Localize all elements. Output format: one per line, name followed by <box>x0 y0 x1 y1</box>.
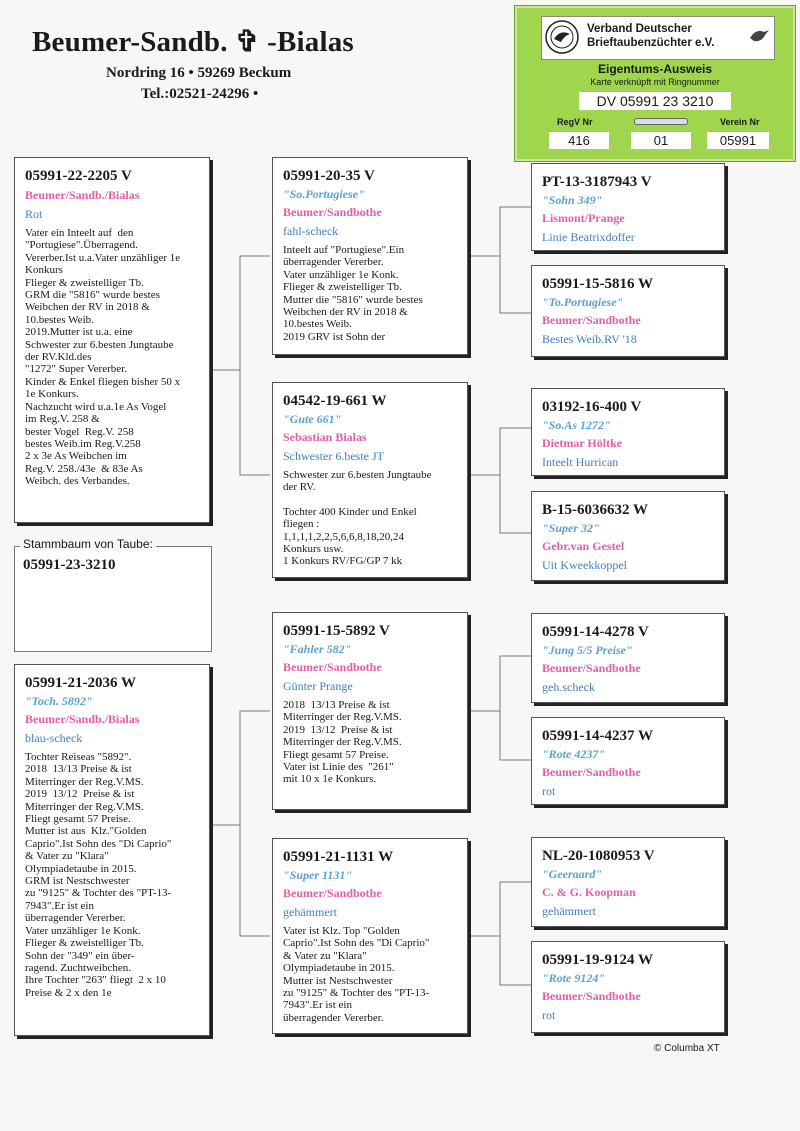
vdb-logo-icon <box>545 20 579 54</box>
gg-nickname: "So.As 1272" <box>542 418 611 432</box>
father-desc-line: Weibchen der RV in 2018 & <box>25 301 150 314</box>
ff-description <box>283 244 459 343</box>
father-desc-line: der RV.Kld.des <box>25 351 92 364</box>
mf-desc-line: mit 10 x 1e Konkurs. <box>283 773 377 786</box>
ff-ring: 05991-20-35 V <box>283 168 375 184</box>
mm-desc-line: Vater ist Klz. Top "Golden <box>283 925 400 937</box>
father-ring: 05991-22-2205 V <box>25 168 132 184</box>
mm-desc-line: Olympiadetaube in 2015. <box>283 962 395 975</box>
father-desc-line: "1272" Super Vererber. <box>25 363 127 376</box>
father-desc-line: 10.bestes Weib. <box>25 313 94 326</box>
subject-ring: 05991-23-3210 <box>23 557 116 573</box>
gg-ring: 05991-19-9124 W <box>542 952 653 968</box>
father-desc-line: im Reg.V. 258 & <box>25 413 100 426</box>
mother-desc-line: & Vater zu "Klara" <box>25 850 109 863</box>
gg-nickname: "Rote 9124" <box>542 971 605 985</box>
ownership-card <box>514 5 796 162</box>
mother-father-card <box>272 612 468 810</box>
regv-value: 416 <box>549 132 609 149</box>
fm-ring: 04542-19-661 W <box>283 393 387 409</box>
mm-description <box>283 925 459 1024</box>
gg-ring: PT-13-3187943 V <box>542 174 652 190</box>
mother-description <box>25 751 201 999</box>
org-name-line1: Verband Deutscher <box>587 23 692 35</box>
mother-desc-line: Miterringer der Reg.V.MS. <box>25 775 144 788</box>
mother-desc-line: Fliegt gesamt 57 Preise. <box>25 813 131 826</box>
great-grandparent-card <box>531 388 725 476</box>
mother-desc-line: Miterringer der Reg.V.MS. <box>25 800 144 813</box>
breeder-title: Beumer-Sandb. ✞ -Bialas <box>32 26 354 58</box>
father-father-card <box>272 157 468 355</box>
card-clip <box>634 118 688 125</box>
ff-desc-line: Weibchen der RV in 2018 & <box>283 306 408 319</box>
fm-nickname: "Gute 661" <box>283 412 342 426</box>
ownership-title: Eigentums-Ausweis <box>597 62 713 76</box>
father-desc-line: 2 x 3e As Weibchen im <box>25 450 127 463</box>
mother-desc-line: GRM ist Nestschwester <box>25 875 130 888</box>
mother-desc-line: Vater unzähliger 1e Konk. <box>25 924 141 937</box>
mf-breeder: Beumer/Sandbothe <box>283 660 382 674</box>
gg-color: Inteelt Hurrican <box>542 455 619 469</box>
father-desc-line: Vater ein Inteelt auf den <box>25 227 134 239</box>
father-desc-line: 2019.Mutter ist u.a. eine <box>25 326 133 339</box>
mf-ring: 05991-15-5892 V <box>283 623 390 639</box>
gg-breeder: Beumer/Sandbothe <box>542 661 641 675</box>
mother-ring: 05991-21-2036 W <box>25 675 136 691</box>
gg-color: rot <box>542 1008 556 1022</box>
gg-color: Uit Kweekkoppel <box>542 558 627 572</box>
ownership-ring-number: DV 05991 23 3210 <box>579 92 731 110</box>
mm-desc-line: Mutter ist Nestschwester <box>283 974 393 987</box>
father-desc-line: Konkurs <box>25 264 63 277</box>
mm-desc-line: 7943".Er ist ein <box>283 999 352 1012</box>
breeder-address: Nordring 16 • 59269 Beckum <box>106 65 292 81</box>
mother-desc-line: 2019 13/12 Preise & ist <box>25 788 135 801</box>
father-desc-line: 1e Konkurs. <box>25 388 79 401</box>
verein-label: Verein Nr <box>720 117 760 127</box>
mother-desc-line: Olympiadetaube in 2015. <box>25 862 137 875</box>
father-desc-line: "Portugiese".Überragend. <box>25 239 138 252</box>
mother-desc-line: Tochter Reiseas "5892". <box>25 751 132 763</box>
mother-desc-line: Preise & 2 x den 1e <box>25 986 112 999</box>
fm-color: Schwester 6.beste JT <box>283 449 384 463</box>
gg-ring: 05991-14-4237 W <box>542 728 653 744</box>
mf-desc-line: 2019 13/12 Preise & ist <box>283 723 393 736</box>
father-desc-line: Vererber.Ist u.a.Vater unzähliger 1e <box>25 251 181 264</box>
fm-desc-line: Tochter 400 Kinder und Enkel <box>283 505 417 518</box>
gg-color: geh.scheck <box>542 680 595 694</box>
software-credit: © Columba XT <box>654 1043 720 1054</box>
rv-value: 01 <box>631 132 691 149</box>
mm-nickname: "Super 1131" <box>283 868 353 882</box>
mother-desc-line: überragender Vererber. <box>25 912 126 925</box>
gg-breeder: C. & G. Koopman <box>542 885 636 899</box>
gg-nickname: "Rote 4237" <box>542 747 605 761</box>
gg-breeder: Lismont/Prange <box>542 211 625 225</box>
mm-color: gehämmert <box>283 905 337 919</box>
mother-nickname: "Toch. 5892" <box>25 694 93 708</box>
gg-nickname: "Super 32" <box>542 521 600 535</box>
father-desc-line: bester Vogel Reg.V. 258 <box>25 425 134 438</box>
ff-desc-line: 2019 GRV ist Sohn der <box>283 330 386 343</box>
mother-desc-line: zu "9125" & Tochter des "PT-13- <box>25 887 172 900</box>
fm-desc-line: Schwester zur 6.besten Jungtaube <box>283 469 432 481</box>
gg-breeder: Gebr.van Gestel <box>542 539 625 553</box>
ff-color: fahl-scheck <box>283 224 339 238</box>
pigeon-icon <box>748 26 770 46</box>
ff-desc-line: Flieger & zweistelliger Tb. <box>283 281 402 294</box>
mf-nickname: "Fahler 582" <box>283 642 352 656</box>
gg-nickname: "To.Portugiese" <box>542 295 624 309</box>
great-grandparent-card <box>531 265 725 357</box>
ff-desc-line: überragender Vererber. <box>283 256 384 269</box>
mother-color: blau-scheck <box>25 731 83 745</box>
mother-card <box>14 664 210 1036</box>
father-desc-line: Weibch. des Verbandes. <box>25 475 130 488</box>
father-desc-line: Flieger & zweistelliger Tb. <box>25 276 144 289</box>
mm-breeder: Beumer/Sandbothe <box>283 886 382 900</box>
mother-desc-line: Sohn der "349" ein über- <box>25 949 135 962</box>
fm-desc-line: 1 Konkurs RV/FG/GP 7 kk <box>283 555 403 568</box>
great-grandparent-card <box>531 717 725 805</box>
gg-nickname: "Sohn 349" <box>542 193 603 207</box>
great-grandparent-card <box>531 941 725 1033</box>
gg-nickname: "Jung 5/5 Preise" <box>542 643 633 657</box>
gg-ring: B-15-6036632 W <box>542 502 648 518</box>
gg-ring: 03192-16-400 V <box>542 399 642 415</box>
fm-desc-line: fliegen : <box>283 518 320 531</box>
ff-breeder: Beumer/Sandbothe <box>283 205 382 219</box>
mf-desc-line: Miterringer der Reg.V.MS. <box>283 711 402 724</box>
ownership-subtitle: Karte verknüpft mit Ringnummer <box>590 77 720 87</box>
mother-desc-line: 7943".Er ist ein <box>25 899 94 912</box>
gg-color: gehämmert <box>542 904 596 918</box>
father-description <box>25 227 201 488</box>
mother-desc-line: ragend. Zuchtweibchen. <box>25 961 131 974</box>
mother-breeder: Beumer/Sandb./Bialas <box>25 712 140 726</box>
gg-breeder: Beumer/Sandbothe <box>542 313 641 327</box>
mf-desc-line: Miterringer der Reg.V.MS. <box>283 736 402 749</box>
mother-desc-line: Ihre Tochter "263" fliegt 2 x 10 <box>25 974 166 987</box>
gg-color: Linie Beatrixdoffer <box>542 230 635 244</box>
gg-color: Bestes Weib.RV '18 <box>542 332 637 346</box>
gg-ring: 05991-15-5816 W <box>542 276 653 292</box>
ff-desc-line: 10.bestes Weib. <box>283 318 352 331</box>
subject-legend: Stammbaum von Taube: <box>20 537 156 551</box>
gg-breeder: Dietmar Höltke <box>542 436 623 450</box>
gg-ring: NL-20-1080953 V <box>542 848 655 864</box>
mm-desc-line: zu "9125" & Tochter des "PT-13- <box>283 987 430 1000</box>
ff-desc-line: Vater unzähliger 1e Konk. <box>283 268 399 281</box>
mm-ring: 05991-21-1131 W <box>283 849 394 865</box>
mother-mother-card <box>272 838 468 1034</box>
great-grandparent-card <box>531 837 725 927</box>
father-desc-line: Kinder & Enkel fliegen bisher 50 x <box>25 375 181 388</box>
ff-desc-line: Inteelt auf "Portugiese".Ein <box>283 244 405 256</box>
father-mother-card <box>272 382 468 578</box>
mf-desc-line: 2018 13/13 Preise & ist <box>283 699 390 711</box>
mother-desc-line: Mutter ist aus Klz."Golden <box>25 825 147 838</box>
fm-desc-line: Konkurs usw. <box>283 543 344 556</box>
mf-desc-line: Fliegt gesamt 57 Preise. <box>283 748 389 761</box>
fm-description <box>283 469 459 568</box>
father-desc-line: Schwester zur 6.besten Jungtaube <box>25 338 174 351</box>
mother-desc-line: 2018 13/13 Preise & ist <box>25 763 132 776</box>
gg-nickname: "Geeraard" <box>542 867 602 881</box>
org-name-line2: Brieftaubenzüchter e.V. <box>587 37 715 49</box>
mm-desc-line: & Vater zu "Klara" <box>283 949 367 962</box>
ff-nickname: "So.Portugiese" <box>283 187 365 201</box>
fm-desc-line <box>283 494 459 506</box>
ff-desc-line: Mutter die "5816" wurde bestes <box>283 293 423 306</box>
fm-desc-line: der RV. <box>283 481 316 494</box>
gg-ring: 05991-14-4278 V <box>542 624 649 640</box>
breeder-phone: Tel.:02521-24296 • <box>141 86 259 102</box>
mf-desc-line: Vater ist Linie des "261" <box>283 761 394 774</box>
mother-desc-line: Caprio".Ist Sohn des "Di Caprio" <box>25 837 172 850</box>
father-color: Rot <box>25 207 43 221</box>
great-grandparent-card <box>531 163 725 251</box>
mother-desc-line: Flieger & zweistelliger Tb. <box>25 937 144 950</box>
gg-breeder: Beumer/Sandbothe <box>542 989 641 1003</box>
mf-color: Günter Prange <box>283 679 353 693</box>
gg-color: rot <box>542 784 556 798</box>
regv-label: RegV Nr <box>557 117 593 127</box>
father-breeder: Beumer/Sandb./Bialas <box>25 188 140 202</box>
great-grandparent-card <box>531 613 725 703</box>
gg-breeder: Beumer/Sandbothe <box>542 765 641 779</box>
fm-breeder: Sebastian Bialas <box>283 430 367 444</box>
father-desc-line: Reg.V. 258./43e & 83e As <box>25 462 143 475</box>
great-grandparent-card <box>531 491 725 581</box>
verein-value: 05991 <box>707 132 769 149</box>
mm-desc-line: Caprio".Ist Sohn des "Di Caprio" <box>283 937 430 950</box>
father-desc-line: bestes Weib.im Reg.V.258 <box>25 437 141 450</box>
father-card <box>14 157 210 523</box>
fm-desc-line: 1,1,1,1,2,2,5,6,6,8,18,20,24 <box>283 530 404 543</box>
mm-desc-line: überragender Vererber. <box>283 1011 384 1024</box>
mf-description <box>283 699 459 786</box>
ownership-card-header <box>541 16 775 60</box>
father-desc-line: Nachzucht wird u.a.1e As Vogel <box>25 400 167 413</box>
father-desc-line: GRM die "5816" wurde bestes <box>25 289 160 302</box>
